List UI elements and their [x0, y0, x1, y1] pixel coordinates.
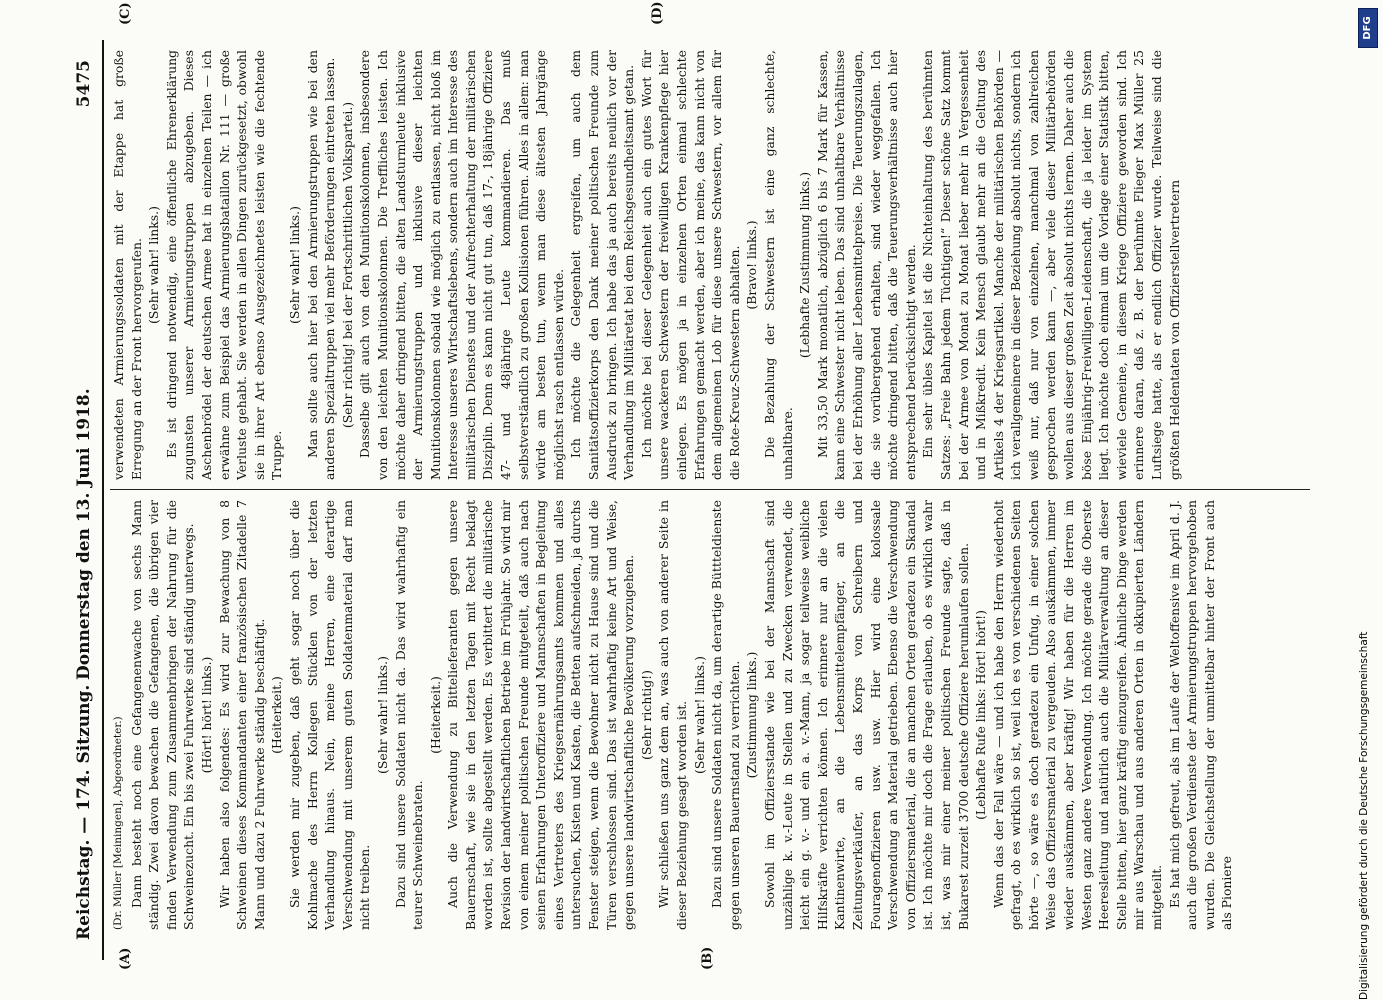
interjection: (Heiterkeit.): [427, 676, 443, 754]
margin-mark-c: (C): [118, 2, 133, 25]
interjection: (Sehr richtig! bei der Fortschrittlichen Volkspartei.): [339, 101, 355, 429]
paragraph: Ich möchte bei dieser Gelegenheit auch ein gutes Wort für unsere wackeren Schwestern der freiwilligen Krankenpflege hier einlegen. Es mögen ja in einzelnen Orten einmal schlechte Erfahrungen gemacht werden, aber ich meine, das kann nicht von dem allgemeinen Lob für diese unsere Schwestern, vor allem für die Rote-Kreuz-Schwestern abhalten.: [638, 50, 742, 480]
paragraph: Auch die Verwendung zu Bittelieferanten gegen unsere Bauernschaft, wie sie in den letzten Tagen mit Recht beklagt worden ist, sollte abgestellt werden. Es verbittert die militärische Revision der landwirtschaftlichen Betriebe im Frühjahr. So wird mir von einem meiner politischen Freunde mitgeteilt, daß auch nach seinen Erfahrungen Unteroffiziere und Mannschaften in Begleitung eines Vertreters des Kriegsernährungsamts kommen und alles untersuchen, Kisten und Kasten, die Betten aufschneiden, ja durchs Fenster steigen, wenn die Bewohner nicht zu Hause sind und die Türen verschlossen sind. Das ist wahrhaftig keine Art und Weise, gegen unsere landwirtschaftliche Bevölkerung vorzugehen.: [445, 500, 637, 930]
paragraph: Man sollte auch hier bei den Armierungstruppen wie bei den anderen Spezialtruppen viel mehr Beförderungen eintreten lassen.: [304, 50, 338, 480]
page-header: [74, 60, 98, 940]
paragraph: Dazu sind unsere Soldaten nicht da. Das wird wahrhaftig ein teurer Schweinebraten.: [392, 500, 426, 930]
paragraph: Wir haben also folgendes: Es wird zur Bewachung von 8 Schweinen dieses Kommandanten einer französischen Zitadelle 7 Mann und dazu 2 Fuhrwerke ständig beschäftigt.: [216, 500, 267, 930]
paragraph: Sowohl im Offiziersstande wie bei der Mannschaft sind unzählige k. v.-Leute in Stellen und zu Zwecken verwendet, die leicht ein g. v.- und ein a. v.-Mann, ja sogar teilweise weibliche Hilfskräfte verrichten können. Ich erinnere nur an die vielen Kantinenwirte, an die Lebensmittelempfänger, an die Zeitungsverkäufer, an das Korps von Schreibern und Fouragenoffizieren usw. usw. Hier wird eine kolossale Verschwendung an Material getrieben. Ebenso die Verschwendung von Offiziersmaterial, die an manchen Orten geradezu ein Skandal ist. Ich möchte mir doch die Frage erlauben, ob es wirklich wahr ist, was mir einer meiner politischen Freunde sagte, daß in Bukarest zurzeit 3700 deutsche Offiziere herumlaufen sollen.: [761, 500, 971, 930]
page-number: 5475: [74, 60, 94, 108]
interjection: (Sehr wahr! links.): [374, 656, 390, 774]
paragraph: Ich möchte die Gelegenheit ergreifen, um auch dem Sanitätsoffizierkorps den Dank meiner politischen Freunde zum Ausdruck zu bringen. Ich habe das ja auch bereits neulich vor der Verhandlung im Militäretat bei dem Reichsgesundheitsamt getan.: [568, 50, 637, 480]
interjection: (Sehr richtig!): [638, 670, 654, 760]
margin-mark-a: (A): [118, 947, 133, 970]
column-divider: [110, 489, 1310, 490]
paragraph: Es ist dringend notwendig, eine öffentliche Ehrenerklärung zugunsten unserer Armierungstruppen abzugeben. Dieses Aschenbrödel der deutschen Armee hat in einzelnen Teilen — ich erwähne zum Beispiel das Armierungsbataillon Nr. 111 — große Verluste gehabt. Sie werden in allen Dingen zurückgesetzt, obwohl sie in ihrer Art ebenso Ausgezeichnetes leisten wie die fechtende Truppe.: [163, 50, 285, 480]
interjection: (Lebhafte Rufe links: Hört! hört!): [973, 610, 989, 820]
right-column: [110, 50, 1183, 480]
interjection: (Bravo! links.): [744, 220, 760, 310]
paragraph: Wir schließen uns ganz dem an, was auch von anderer Seite in dieser Beziehung gesagt worden ist.: [656, 500, 689, 930]
interjection: (Hört! hört! links.): [198, 656, 214, 774]
margin-mark-d: (D): [650, 1, 665, 25]
paragraph: Dasselbe gilt auch von den Munitionskolonnen, insbesondere von den leichten Munitionskolonnen. Die Treffliches leisten. Ich möchte daher dringend bitten, die alten Landsturmleute inklusive der Armierungstruppen und inklusive dieser leichten Munitionskolonnen sobald wie möglich zu entlassen, nicht bloß im Interesse unseres Wirtschaftslebens, sondern auch im Interesse des militärischen Dienstes und der Aufrechterhaltung der militärischen Disziplin. Denn es kann nicht gut tun, daß 17-, 18jährige Offiziere 47- und 48jährige Leute kommandieren. Das muß selbstverständlich zu großen Kollisionen führen. Alles in allem: man würde am besten tun, wenn man diese ältesten Jahrgänge möglichst rasch entlassen würde.: [357, 50, 566, 480]
interjection: (Heiterkeit.): [269, 676, 285, 754]
paragraph: Sie werden mir zugeben, daß geht sogar noch über die Kohlmache des Herrn Kollegen Stücklen von der letzten Verhandlung hinaus. Nein, meine Herren, eine derartige Verschwendung mit unserem guten Soldatenmaterial darf man nicht treiben.: [286, 500, 373, 930]
paragraph: verwendeten Armierungssoldaten mit der Etappe hat große Erregung an der Front hervorgerufen.: [111, 50, 144, 480]
paragraph: Dazu sind unsere Soldaten nicht da, um derartige Büttteldienste gegen unseren Bauernstand zu verrichten.: [709, 500, 742, 930]
interjection: (Sehr wahr! links.): [286, 206, 302, 324]
header-rule: [102, 40, 104, 960]
interjection: (Sehr wahr! links.): [691, 656, 707, 774]
interjection: (Lebhafte Zustimmung links.): [797, 171, 813, 359]
paragraph: Es hat mich gefreut, als im Laufe der Weltoffensive im April d. J. auch die großen Verdienste der Armierungstruppen hervorgehoben wurden. Die Gleichstellung der unmittelbar hinter der Front auch als Pioniere: [1166, 500, 1235, 930]
paragraph: Die Bezahlung der Schwestern ist eine ganz schlechte, unhaltbare.: [761, 50, 795, 480]
interjection: (Sehr wahr! links.): [146, 206, 162, 324]
paragraph: Ein sehr übles Kapitel ist die Nichteinhaltung des berühmten Satzes: „Freie Bahn jedem Tüchtigen!“ Dieser schöne Satz kommt bei der Armee von Monat zu Monat lieber mehr in Vergessenheit und in Mißkredit. Kein Mensch glaubt mehr an die Geltung des Artikels 4 der Kriegsartikel. Manche der militärischen Behörden — ich verallgemeinere in dieser Beziehung absolut nichts, sondern ich weiß nur, daß nur von einzelnen, manchmal von zahlreichen gesprochen werden kann —, aber viele dieser Militärbehörden wollen aus dieser großen Zeit absolut nichts lernen. Daher auch die böse Einjährig-Freiwilligen-Leidenschaft, die ja leider im System liegt. Ich möchte doch einmal um die Vorlage einer Statistik bitten, wieviele Gemeine, in diesem Kriege Offiziere geworden sind. Ich erinnere daran, daß z. B. der berühmte Flieger Max Müller 25 Luftsiege hatte, als er endlich Offizier wurde. Teilweise sind die größten Heldentaten von Offizierstellvertretern: [920, 50, 1182, 480]
digitization-credit: [1352, 0, 1376, 1000]
paragraph: Wenn das der Fall wäre — und ich habe den Herrn wiederholt gefragt, ob es wirklich so ist, weil ich es von verschiedenen Seiten hörte —, so wäre es doch geradezu ein Unfug, in einer solchen Weise das Offiziersmaterial zu vergeuden. Also auskämmen, immer wieder auskämmen, aber kräftig! Wir haben für die Herren im Westen ganz andere Verwendung. Ich möchte gerade die Oberste Heeresleitung und natürlich auch die Militärverwaltung an dieser Stelle bitten, hier ganz kräftig einzugreifen. Ähnliche Dinge werden mir aus Warschau und aus anderen Orten in okkupierten Ländern mitgeteilt.: [990, 500, 1165, 930]
credit-text: Digitalisierung gefördert durch die Deutsche Forschungsgemeinschaft: [1358, 631, 1370, 1000]
speaker-lead: (Dr. Müller [Meiningen], Abgeordneter.): [112, 716, 124, 930]
paragraph: Dann besteht noch eine Gefangenenwache von sechs Mann ständig. Zwei davon bewachen die Gefangenen, die übrigen vier finden Verwendung zum Zusammenbringen der Nahrung für die Schweinezucht. Ein bis zwei Fuhrwerke sind ständig unterwegs.: [128, 500, 197, 930]
paragraph: Mit 33,50 Mark monatlich, abzüglich 6 bis 7 Mark für Kassen, kann eine Schwester nicht leben. Das sind unhaltbare Verhältnisse bei der Erhöhung aller Lebensmittelpreise. Die Teuerungszulagen, die sie vorübergehend erhalten, sind wieder weggefallen. Ich möchte dringend bitten, daß die Teuerungsverhältnisse auch hier entsprechend berücksichtigt werden.: [814, 50, 918, 480]
left-column: [110, 500, 1236, 930]
dfg-logo-text: DFG: [1362, 16, 1373, 40]
interjection: (Zustimmung links.): [744, 651, 760, 779]
margin-mark-b: (B): [700, 946, 715, 970]
header-date: Donnerstag den 13. Juni 1918.: [74, 388, 94, 680]
header-left: Reichstag. — 174. Sitzung.: [74, 684, 94, 940]
